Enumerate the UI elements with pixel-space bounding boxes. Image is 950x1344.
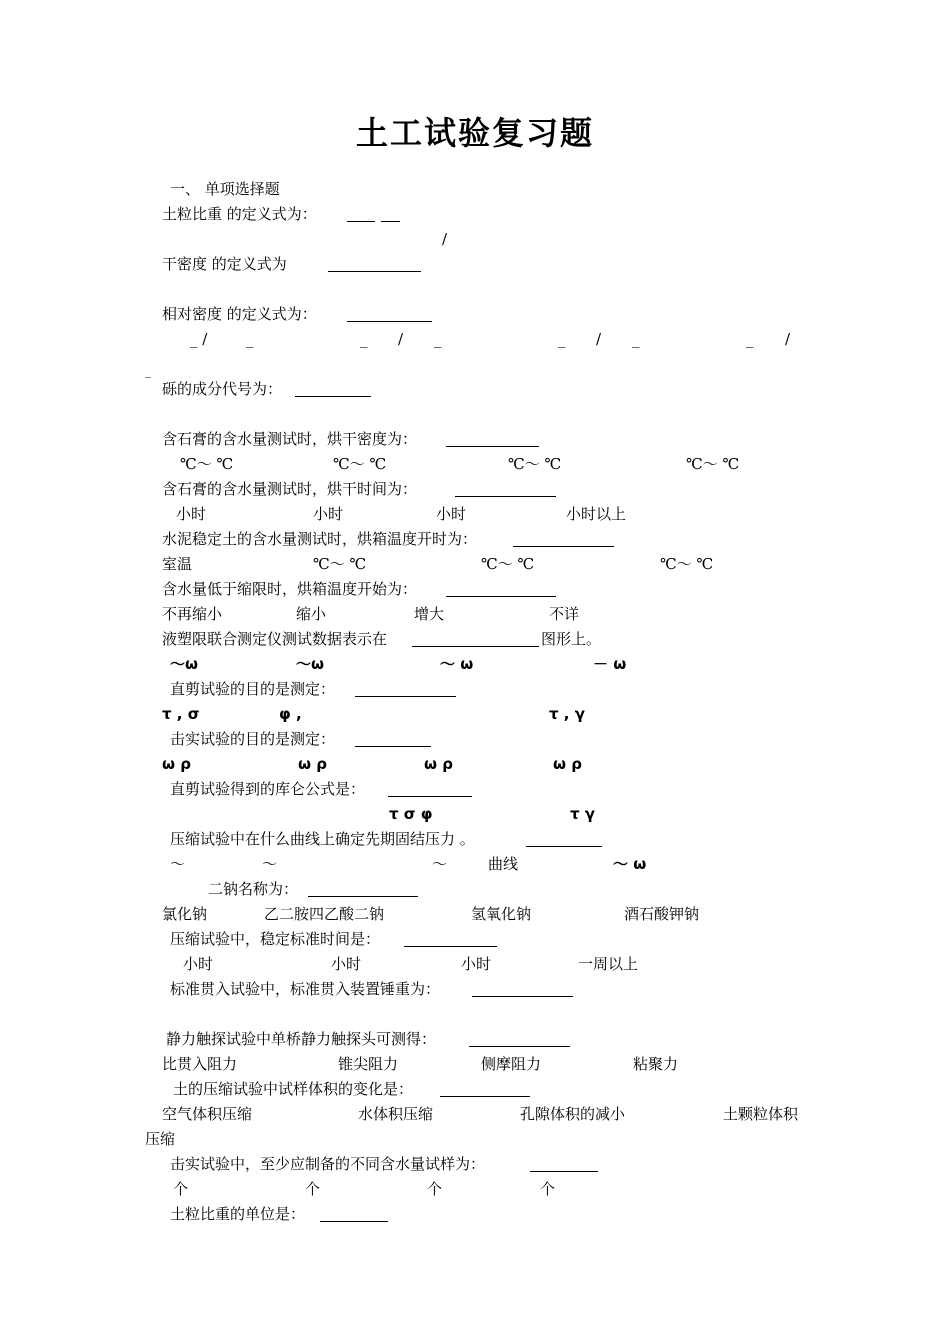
section-heading: 一、 单项选择题 — [170, 180, 280, 198]
option-13d: 曲线 — [488, 855, 519, 873]
option-11c: ω ρ — [424, 755, 453, 773]
question-5: 含石膏的含水量测试时，烘干密度为： — [162, 430, 418, 448]
option-11b: ω ρ — [298, 755, 327, 773]
option-8d: 不详 — [549, 605, 580, 623]
option-19c: 个 — [427, 1180, 443, 1198]
question-11: 击实试验的目的是测定： — [170, 730, 336, 748]
option-3g: / — [596, 330, 602, 348]
answer-blank-4 — [295, 396, 371, 397]
option-19d: 个 — [540, 1180, 556, 1198]
option-9a: ～ω — [170, 655, 199, 673]
answer-blank-10 — [355, 696, 456, 697]
question-16: 标准贯入试验中，标准贯入装置锤重为： — [170, 980, 441, 998]
question-17: 静力触探试验中单桥静力触探头可测得： — [166, 1030, 437, 1048]
answer-blank-8 — [446, 596, 556, 597]
option-8b: 缩小 — [296, 605, 327, 623]
option-3f: _ — [558, 330, 566, 348]
option-14c: 氢氧化钠 — [471, 905, 532, 923]
option-3j: / — [785, 330, 791, 348]
option-7a: 室温 — [162, 555, 193, 573]
option-9d: － ω — [593, 655, 627, 673]
answer-blank-12 — [388, 796, 472, 797]
answer-blank-18 — [440, 1096, 530, 1097]
question-7: 水泥稳定土的含水量测试时，烘箱温度开时为： — [162, 530, 478, 548]
question-1-slash: / — [442, 230, 448, 248]
question-9b: 图形上。 — [541, 630, 602, 648]
question-19: 击实试验中，至少应制备的不同含水量试样为： — [170, 1155, 486, 1173]
option-10a: τ , σ — [162, 705, 200, 723]
answer-blank-1b — [381, 221, 400, 222]
answer-blank-9 — [412, 646, 539, 647]
answer-blank-6 — [455, 496, 556, 497]
question-12: 直剪试验得到的库仑公式是： — [170, 780, 366, 798]
document-title: 土工试验复习题 — [355, 114, 594, 152]
question-3-dash: _ — [145, 364, 151, 378]
option-3h: _ — [632, 330, 640, 348]
option-15b: 小时 — [331, 955, 362, 973]
option-17b: 锥尖阻力 — [338, 1055, 399, 1073]
option-3d: / — [398, 330, 404, 348]
option-19a: 个 — [173, 1180, 189, 1198]
option-5a: ℃～ ℃ — [180, 455, 234, 473]
option-14d: 酒石酸钾钠 — [624, 905, 700, 923]
question-2: 干密度 的定义式为 — [162, 255, 287, 273]
option-6a: 小时 — [176, 505, 207, 523]
option-13e: ～ ω — [613, 855, 647, 873]
option-12b: τ γ — [570, 805, 596, 823]
option-18d: 土颗粒体积 — [723, 1105, 799, 1123]
option-7b: ℃～ ℃ — [313, 555, 367, 573]
answer-blank-20 — [320, 1221, 388, 1222]
question-1: 土粒比重 的定义式为： — [162, 205, 317, 223]
answer-blank-2 — [328, 271, 421, 272]
option-15c: 小时 — [461, 955, 492, 973]
option-18b: 水体积压缩 — [358, 1105, 434, 1123]
option-3c: _ — [360, 330, 368, 348]
option-6d: 小时以上 — [566, 505, 627, 523]
option-8c: 增大 — [414, 605, 445, 623]
question-20: 土粒比重的单位是： — [170, 1205, 306, 1223]
answer-blank-17 — [469, 1046, 570, 1047]
option-9c: ～ ω — [440, 655, 474, 673]
answer-blank-13 — [526, 846, 602, 847]
option-3i: _ — [746, 330, 754, 348]
question-13: 压缩试验中在什么曲线上确定先期固结压力 。 — [170, 830, 475, 848]
option-8a: 不再缩小 — [162, 605, 223, 623]
question-18: 土的压缩试验中试样体积的变化是： — [173, 1080, 414, 1098]
answer-blank-5 — [446, 446, 539, 447]
option-18a: 空气体积压缩 — [162, 1105, 253, 1123]
option-13c: ～ — [432, 855, 448, 873]
option-15a: 小时 — [183, 955, 214, 973]
option-6b: 小时 — [313, 505, 344, 523]
answer-blank-3 — [347, 321, 432, 322]
option-17c: 侧摩阻力 — [481, 1055, 542, 1073]
answer-blank-7 — [513, 546, 614, 547]
question-15: 压缩试验中，稳定标准时间是： — [170, 930, 381, 948]
answer-blank-11 — [355, 746, 431, 747]
option-7c: ℃～ ℃ — [481, 555, 535, 573]
option-14b: 乙二胺四乙酸二钠 — [264, 905, 385, 923]
option-12a: τ σ φ — [389, 805, 433, 823]
option-5c: ℃～ ℃ — [508, 455, 562, 473]
option-3e: _ — [434, 330, 442, 348]
option-15d: 一周以上 — [578, 955, 639, 973]
question-3: 相对密度 的定义式为： — [162, 305, 317, 323]
option-19b: 个 — [305, 1180, 321, 1198]
answer-blank-15 — [404, 946, 497, 947]
question-10: 直剪试验的目的是测定： — [170, 680, 336, 698]
answer-blank-16 — [472, 996, 573, 997]
option-14a: 氯化钠 — [162, 905, 208, 923]
question-9a: 液塑限联合测定仪测试数据表示在 — [162, 630, 388, 648]
option-17a: 比贯入阻力 — [162, 1055, 238, 1073]
option-18d-wrap: 压缩 — [145, 1130, 176, 1148]
option-17d: 粘聚力 — [633, 1055, 679, 1073]
option-13a: ～ — [170, 855, 186, 873]
answer-blank-1a — [347, 221, 375, 222]
answer-blank-19 — [530, 1171, 598, 1172]
option-11d: ω ρ — [553, 755, 582, 773]
option-9b: ～ω — [296, 655, 325, 673]
question-14: 二钠名称为： — [208, 880, 299, 898]
answer-blank-14 — [308, 896, 418, 897]
option-5b: ℃～ ℃ — [333, 455, 387, 473]
question-8: 含水量低于缩限时，烘箱温度开始为： — [162, 580, 418, 598]
option-13b: ～ — [262, 855, 278, 873]
option-10b: φ , — [279, 705, 302, 723]
question-6: 含石膏的含水量测试时，烘干时间为： — [162, 480, 418, 498]
option-5d: ℃～ ℃ — [686, 455, 740, 473]
option-7d: ℃～ ℃ — [660, 555, 714, 573]
option-10c: τ , γ — [549, 705, 585, 723]
question-4: 砾的成分代号为： — [162, 380, 283, 398]
option-11a: ω ρ — [162, 755, 191, 773]
option-3a: _ / — [190, 330, 208, 348]
option-3b: _ — [246, 330, 254, 348]
option-18c: 孔隙体积的减小 — [520, 1105, 626, 1123]
option-6c: 小时 — [436, 505, 467, 523]
